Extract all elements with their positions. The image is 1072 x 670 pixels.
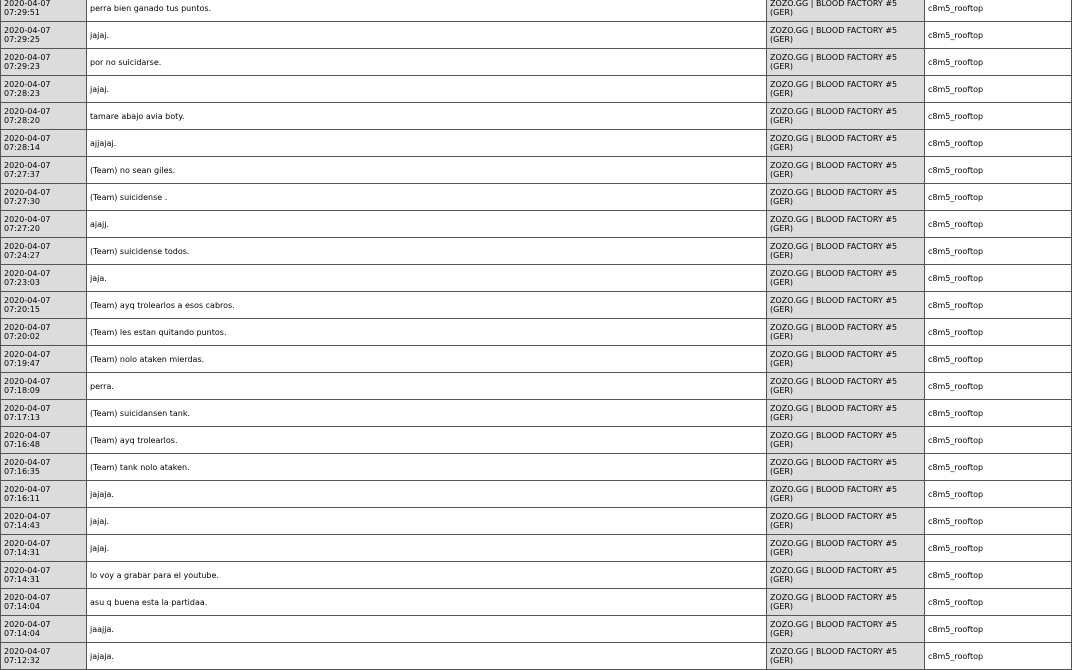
timestamp-cell [1,319,87,346]
server-cell [767,49,925,76]
message-cell [87,22,767,49]
table-row [1,184,1072,211]
message-text: (Team) ayq trolearlos a esos cabros. [90,300,235,310]
message-text: jaajja. [90,624,114,634]
server-name: ZOZO.GG | BLOOD FACTORY #5 [770,539,898,548]
table-row [1,400,1072,427]
timestamp-cell [1,427,87,454]
map-cell [925,643,1072,670]
server-cell [767,427,925,454]
date-text: 2020-04-07 [4,566,51,575]
map-name: c8m5_rooftop [928,435,984,445]
table-row [1,265,1072,292]
map-cell [925,265,1072,292]
time-text: 07:14:31 [4,548,40,557]
table-row [1,481,1072,508]
timestamp-cell [1,76,87,103]
map-cell [925,49,1072,76]
date-text: 2020-04-07 [4,215,51,224]
server-name: ZOZO.GG | BLOOD FACTORY #5 [770,107,898,116]
timestamp-cell [1,22,87,49]
timestamp-cell [1,184,87,211]
server-region: (GER) [770,62,794,71]
map-cell [925,292,1072,319]
message-cell [87,157,767,184]
server-region: (GER) [770,440,794,449]
message-cell [87,535,767,562]
table-row [1,589,1072,616]
chat-log-body [1,0,1072,670]
server-region: (GER) [770,332,794,341]
message-cell [87,346,767,373]
table-row [1,103,1072,130]
server-region: (GER) [770,116,794,125]
map-name: c8m5_rooftop [928,30,984,40]
time-text: 07:12:32 [4,656,40,665]
message-text: jajaja. [90,489,114,499]
server-cell [767,400,925,427]
message-cell [87,427,767,454]
table-row [1,319,1072,346]
message-cell [87,238,767,265]
server-name: ZOZO.GG | BLOOD FACTORY #5 [770,566,898,575]
timestamp-cell [1,292,87,319]
timestamp-cell [1,238,87,265]
server-cell [767,508,925,535]
table-row [1,76,1072,103]
server-region: (GER) [770,8,794,17]
server-cell [767,562,925,589]
timestamp-cell [1,0,87,22]
message-cell [87,76,767,103]
time-text: 07:29:25 [4,35,40,44]
map-name: c8m5_rooftop [928,516,984,526]
timestamp-cell [1,130,87,157]
message-cell [87,319,767,346]
date-text: 2020-04-07 [4,377,51,386]
server-region: (GER) [770,548,794,557]
date-text: 2020-04-07 [4,647,51,656]
time-text: 07:28:20 [4,116,40,125]
date-text: 2020-04-07 [4,431,51,440]
table-row [1,373,1072,400]
time-text: 07:17:13 [4,413,40,422]
server-cell [767,76,925,103]
date-text: 2020-04-07 [4,53,51,62]
date-text: 2020-04-07 [4,458,51,467]
server-cell [767,319,925,346]
date-text: 2020-04-07 [4,80,51,89]
map-name: c8m5_rooftop [928,300,984,310]
date-text: 2020-04-07 [4,404,51,413]
map-name: c8m5_rooftop [928,408,984,418]
date-text: 2020-04-07 [4,539,51,548]
time-text: 07:18:09 [4,386,40,395]
server-name: ZOZO.GG | BLOOD FACTORY #5 [770,134,898,143]
server-region: (GER) [770,413,794,422]
table-row [1,211,1072,238]
date-text: 2020-04-07 [4,350,51,359]
table-row [1,562,1072,589]
message-text: asu q buena esta la partidaa. [90,597,208,607]
time-text: 07:28:14 [4,143,40,152]
table-row [1,508,1072,535]
server-region: (GER) [770,359,794,368]
server-cell [767,265,925,292]
message-text: (Team) suicidense . [90,192,168,202]
server-name: ZOZO.GG | BLOOD FACTORY #5 [770,242,898,251]
time-text: 07:20:15 [4,305,40,314]
date-text: 2020-04-07 [4,0,51,8]
message-cell [87,400,767,427]
server-region: (GER) [770,170,794,179]
map-name: c8m5_rooftop [928,3,984,13]
map-cell [925,157,1072,184]
server-cell [767,535,925,562]
map-name: c8m5_rooftop [928,651,984,661]
message-cell [87,481,767,508]
server-cell [767,454,925,481]
date-text: 2020-04-07 [4,107,51,116]
message-cell [87,0,767,22]
message-text: jajaj. [90,30,110,40]
map-name: c8m5_rooftop [928,57,984,67]
map-name: c8m5_rooftop [928,165,984,175]
table-row [1,238,1072,265]
server-name: ZOZO.GG | BLOOD FACTORY #5 [770,350,898,359]
server-cell [767,211,925,238]
map-name: c8m5_rooftop [928,489,984,499]
message-cell [87,589,767,616]
map-cell [925,103,1072,130]
message-cell [87,211,767,238]
server-region: (GER) [770,89,794,98]
message-cell [87,454,767,481]
server-name: ZOZO.GG | BLOOD FACTORY #5 [770,161,898,170]
server-cell [767,589,925,616]
map-name: c8m5_rooftop [928,624,984,634]
message-cell [87,103,767,130]
table-row [1,130,1072,157]
server-name: ZOZO.GG | BLOOD FACTORY #5 [770,620,898,629]
server-cell [767,157,925,184]
server-name: ZOZO.GG | BLOOD FACTORY #5 [770,377,898,386]
map-name: c8m5_rooftop [928,570,984,580]
table-row [1,454,1072,481]
server-cell [767,373,925,400]
time-text: 07:16:35 [4,467,40,476]
date-text: 2020-04-07 [4,188,51,197]
server-region: (GER) [770,278,794,287]
server-region: (GER) [770,494,794,503]
map-cell [925,346,1072,373]
message-text: (Team) ayq trolearlos. [90,435,178,445]
server-name: ZOZO.GG | BLOOD FACTORY #5 [770,26,898,35]
message-cell [87,265,767,292]
server-region: (GER) [770,467,794,476]
time-text: 07:27:37 [4,170,40,179]
map-name: c8m5_rooftop [928,597,984,607]
timestamp-cell [1,535,87,562]
map-name: c8m5_rooftop [928,246,984,256]
server-region: (GER) [770,197,794,206]
message-cell [87,49,767,76]
timestamp-cell [1,400,87,427]
timestamp-cell [1,481,87,508]
message-text: (Team) nolo ataken mierdas. [90,354,205,364]
server-name: ZOZO.GG | BLOOD FACTORY #5 [770,80,898,89]
time-text: 07:14:04 [4,629,40,638]
map-cell [925,454,1072,481]
time-text: 07:19:47 [4,359,40,368]
server-name: ZOZO.GG | BLOOD FACTORY #5 [770,296,898,305]
date-text: 2020-04-07 [4,269,51,278]
time-text: 07:16:48 [4,440,40,449]
message-cell [87,373,767,400]
timestamp-cell [1,508,87,535]
map-cell [925,211,1072,238]
map-cell [925,22,1072,49]
time-text: 07:29:51 [4,8,40,17]
server-region: (GER) [770,386,794,395]
table-row [1,643,1072,670]
message-text: por no suicidarse. [90,57,162,67]
time-text: 07:29:23 [4,62,40,71]
date-text: 2020-04-07 [4,161,51,170]
map-cell [925,184,1072,211]
map-name: c8m5_rooftop [928,111,984,121]
server-cell [767,238,925,265]
timestamp-cell [1,589,87,616]
message-cell [87,562,767,589]
map-name: c8m5_rooftop [928,84,984,94]
server-cell [767,103,925,130]
timestamp-cell [1,454,87,481]
timestamp-cell [1,49,87,76]
timestamp-cell [1,265,87,292]
message-text: (Team) suicidansen tank. [90,408,191,418]
server-cell [767,0,925,22]
time-text: 07:14:31 [4,575,40,584]
server-name: ZOZO.GG | BLOOD FACTORY #5 [770,404,898,413]
message-text: perra. [90,381,114,391]
server-name: ZOZO.GG | BLOOD FACTORY #5 [770,215,898,224]
timestamp-cell [1,157,87,184]
map-name: c8m5_rooftop [928,138,984,148]
timestamp-cell [1,103,87,130]
timestamp-cell [1,616,87,643]
time-text: 07:27:20 [4,224,40,233]
timestamp-cell [1,373,87,400]
server-cell [767,292,925,319]
server-name: ZOZO.GG | BLOOD FACTORY #5 [770,53,898,62]
message-text: (Team) tank nolo ataken. [90,462,190,472]
message-cell [87,508,767,535]
map-name: c8m5_rooftop [928,327,984,337]
map-cell [925,238,1072,265]
date-text: 2020-04-07 [4,593,51,602]
date-text: 2020-04-07 [4,485,51,494]
time-text: 07:24:27 [4,251,40,260]
server-region: (GER) [770,224,794,233]
server-region: (GER) [770,251,794,260]
server-region: (GER) [770,521,794,530]
server-cell [767,22,925,49]
map-cell [925,481,1072,508]
server-region: (GER) [770,629,794,638]
message-cell [87,130,767,157]
server-region: (GER) [770,575,794,584]
server-name: ZOZO.GG | BLOOD FACTORY #5 [770,0,898,8]
map-cell [925,508,1072,535]
message-text: (Team) no sean giles. [90,165,176,175]
date-text: 2020-04-07 [4,26,51,35]
map-cell [925,400,1072,427]
map-name: c8m5_rooftop [928,543,984,553]
map-cell [925,616,1072,643]
table-row [1,427,1072,454]
server-region: (GER) [770,143,794,152]
server-region: (GER) [770,656,794,665]
timestamp-cell [1,211,87,238]
server-name: ZOZO.GG | BLOOD FACTORY #5 [770,323,898,332]
map-cell [925,562,1072,589]
message-text: perra bien ganado tus puntos. [90,3,212,13]
server-cell [767,130,925,157]
time-text: 07:20:02 [4,332,40,341]
time-text: 07:14:04 [4,602,40,611]
table-row [1,535,1072,562]
timestamp-cell [1,643,87,670]
message-text: jaja. [90,273,107,283]
map-name: c8m5_rooftop [928,192,984,202]
timestamp-cell [1,346,87,373]
message-text: jajaj. [90,84,110,94]
timestamp-cell [1,562,87,589]
server-name: ZOZO.GG | BLOOD FACTORY #5 [770,647,898,656]
message-text: jajaj. [90,543,110,553]
message-cell [87,184,767,211]
map-cell [925,76,1072,103]
server-cell [767,184,925,211]
map-name: c8m5_rooftop [928,462,984,472]
time-text: 07:14:43 [4,521,40,530]
server-region: (GER) [770,602,794,611]
server-cell [767,616,925,643]
date-text: 2020-04-07 [4,134,51,143]
server-cell [767,643,925,670]
date-text: 2020-04-07 [4,323,51,332]
map-cell [925,319,1072,346]
message-cell [87,292,767,319]
map-cell [925,130,1072,157]
message-text: ajjajaj. [90,138,117,148]
table-row [1,292,1072,319]
map-name: c8m5_rooftop [928,219,984,229]
table-row [1,0,1072,22]
server-region: (GER) [770,35,794,44]
time-text: 07:23:03 [4,278,40,287]
time-text: 07:27:30 [4,197,40,206]
time-text: 07:28:23 [4,89,40,98]
message-text: ajajj. [90,219,110,229]
message-text: tamare abajo avia boty. [90,111,185,121]
server-name: ZOZO.GG | BLOOD FACTORY #5 [770,593,898,602]
server-region: (GER) [770,305,794,314]
table-row [1,346,1072,373]
server-cell [767,481,925,508]
date-text: 2020-04-07 [4,296,51,305]
server-name: ZOZO.GG | BLOOD FACTORY #5 [770,485,898,494]
server-name: ZOZO.GG | BLOOD FACTORY #5 [770,188,898,197]
message-text: lo voy a grabar para el youtube. [90,570,219,580]
table-row [1,49,1072,76]
map-cell [925,535,1072,562]
date-text: 2020-04-07 [4,620,51,629]
message-cell [87,643,767,670]
map-cell [925,373,1072,400]
server-name: ZOZO.GG | BLOOD FACTORY #5 [770,269,898,278]
server-cell [767,346,925,373]
message-cell [87,616,767,643]
message-text: (Team) suicidense todos. [90,246,190,256]
map-cell [925,427,1072,454]
map-cell [925,0,1072,22]
table-row [1,22,1072,49]
table-row [1,157,1072,184]
server-name: ZOZO.GG | BLOOD FACTORY #5 [770,431,898,440]
message-text: jajaj. [90,516,110,526]
server-name: ZOZO.GG | BLOOD FACTORY #5 [770,512,898,521]
date-text: 2020-04-07 [4,242,51,251]
server-name: ZOZO.GG | BLOOD FACTORY #5 [770,458,898,467]
table-row [1,616,1072,643]
message-text: (Team) les estan quitando puntos. [90,327,227,337]
date-text: 2020-04-07 [4,512,51,521]
map-name: c8m5_rooftop [928,273,984,283]
map-name: c8m5_rooftop [928,381,984,391]
time-text: 07:16:11 [4,494,40,503]
map-name: c8m5_rooftop [928,354,984,364]
map-cell [925,589,1072,616]
message-text: jajaja. [90,651,114,661]
